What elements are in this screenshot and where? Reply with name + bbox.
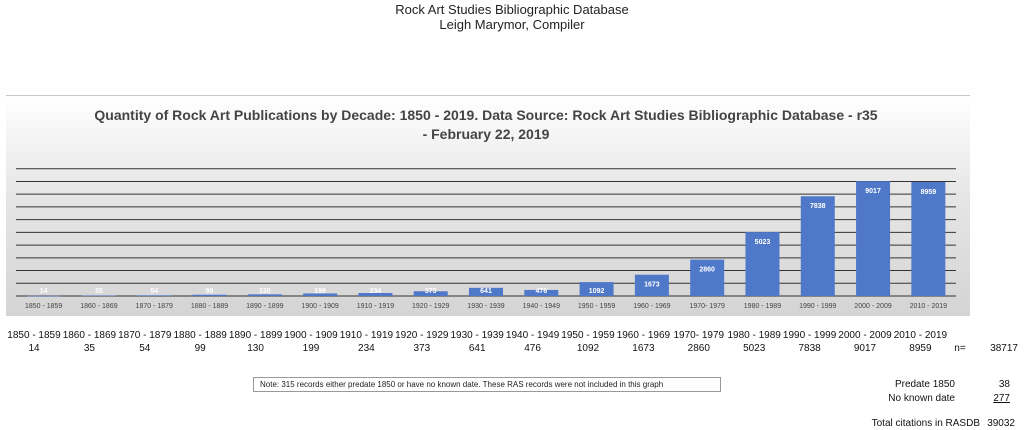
header-compiler: Leigh Marymor, Compiler <box>439 17 585 32</box>
table-value-cell: 2860 <box>687 343 710 354</box>
table-header-cell: 1860 - 1869 <box>62 330 117 341</box>
table-header-cell: 1920 - 1929 <box>395 330 449 341</box>
table-header-cell: 1950 - 1959 <box>561 330 615 341</box>
table-value-cell: 14 <box>28 343 40 354</box>
x-tick-label: 1950 - 1959 <box>577 303 616 310</box>
table-value-cell: 99 <box>194 343 206 354</box>
n-value: 38717 <box>990 343 1018 354</box>
x-tick-label: 1990 - 1999 <box>799 303 837 310</box>
table-value-cell: 5023 <box>743 343 766 354</box>
x-tick-label: 1930 - 1939 <box>467 303 505 310</box>
bar-value-label: 7838 <box>809 203 826 211</box>
table-value-cell: 9017 <box>853 343 877 354</box>
table-header-cell: 1890 - 1899 <box>228 330 283 341</box>
bar <box>137 295 171 296</box>
bar <box>911 182 945 296</box>
table-header-cell: 1960 - 1969 <box>616 330 671 341</box>
table-value-cell: 234 <box>358 343 375 354</box>
x-tick-label: 1920 - 1929 <box>412 303 450 310</box>
table-header-cell: 1970- 1979 <box>673 330 725 341</box>
chart-panel <box>6 95 970 316</box>
table-value-cell: 130 <box>247 343 264 354</box>
x-tick-label: 1980 - 1989 <box>743 303 782 310</box>
bar-value-label: 234 <box>369 288 382 295</box>
table-value-cell: 476 <box>524 343 541 354</box>
table-value-cell: 35 <box>83 343 95 354</box>
x-tick-label: 1860 - 1869 <box>80 303 118 310</box>
bar-value-label: 641 <box>480 288 492 295</box>
x-tick-label: 1970- 1979 <box>689 303 725 310</box>
header-title: Rock Art Studies Bibliographic Database <box>395 2 629 17</box>
bar-value-label: 476 <box>535 288 548 295</box>
total-label: Total citations in RASDB <box>871 418 980 429</box>
total-value: 39032 <box>987 418 1015 429</box>
bar-value-label: 8959 <box>920 188 937 196</box>
x-tick-label: 1880 - 1889 <box>190 303 229 310</box>
unknown-label: No known date <box>888 393 955 404</box>
bar-value-label: 199 <box>314 288 326 295</box>
table-header-cell: 2010 - 2019 <box>893 330 948 341</box>
table-header-cell: 1990 - 1999 <box>782 330 837 341</box>
bar <box>27 296 61 297</box>
bar-value-label: 35 <box>95 288 103 295</box>
x-tick-label: 1900 - 1909 <box>301 303 339 310</box>
x-tick-label: 1940 - 1949 <box>522 303 560 310</box>
predate-label: Predate 1850 <box>894 379 955 390</box>
table-value-cell: 641 <box>468 343 486 354</box>
table-header-cell: 1880 - 1889 <box>173 330 227 341</box>
table-header-cell: 1980 - 1989 <box>727 330 781 341</box>
table-header-cell: 1930 - 1939 <box>450 330 504 341</box>
table-header-cell: 1940 - 1949 <box>505 330 560 341</box>
table-value-cell: 1673 <box>632 343 655 354</box>
bar <box>856 181 890 296</box>
bar-value-label: 1673 <box>644 281 660 289</box>
table-value-cell: 199 <box>302 343 320 354</box>
x-tick-label: 2000 - 2009 <box>854 303 892 310</box>
x-tick-label: 1890 - 1899 <box>246 303 284 310</box>
table-value-cell: 54 <box>139 343 151 354</box>
x-tick-label: 2010 - 2019 <box>909 303 948 310</box>
table-header-cell: 1870 - 1879 <box>118 330 172 341</box>
predate-value: 38 <box>998 379 1010 390</box>
table-header-cell: 2000 - 2009 <box>838 330 892 341</box>
bar <box>801 196 835 296</box>
x-tick-label: 1960 - 1969 <box>633 303 671 310</box>
bar-value-label: 99 <box>205 288 214 295</box>
n-label: n= <box>954 343 966 354</box>
chart-title-line2: - February 22, 2019 <box>422 126 550 142</box>
bar-value-label: 14 <box>39 288 48 295</box>
bar <box>82 296 116 297</box>
x-tick-label: 1870 - 1879 <box>135 303 173 310</box>
bar-value-label: 373 <box>424 288 437 295</box>
table-value-cell: 1092 <box>576 343 600 354</box>
bar <box>690 260 724 296</box>
note-box: Note: 315 records either predate 1850 or have no known date. These RAS records were not included in this graph <box>253 377 721 392</box>
table-header-cell: 1850 - 1859 <box>7 330 61 341</box>
table-value-cell: 8959 <box>909 343 932 354</box>
table-value-cell: 7838 <box>798 343 821 354</box>
table-value-cell: 373 <box>413 343 431 354</box>
bar-value-label: 130 <box>258 288 271 295</box>
bar-value-label: 1092 <box>588 288 605 295</box>
bar-value-label: 54 <box>150 288 159 295</box>
table-header-cell: 1900 - 1909 <box>284 330 338 341</box>
x-tick-label: 1910 - 1919 <box>356 303 395 310</box>
unknown-value: 277 <box>993 393 1010 404</box>
bar-value-label: 5023 <box>754 239 771 247</box>
x-tick-label: 1850 - 1859 <box>24 303 63 310</box>
bar-value-label: 9017 <box>865 188 881 196</box>
chart-title: Quantity of Rock Art Publications by Decade: 1850 - 2019. Data Source: Rock Art Studies Bibliographic Database - r35 <box>94 107 878 123</box>
bar-value-label: 2860 <box>699 266 715 274</box>
table-header-cell: 1910 - 1919 <box>339 330 394 341</box>
